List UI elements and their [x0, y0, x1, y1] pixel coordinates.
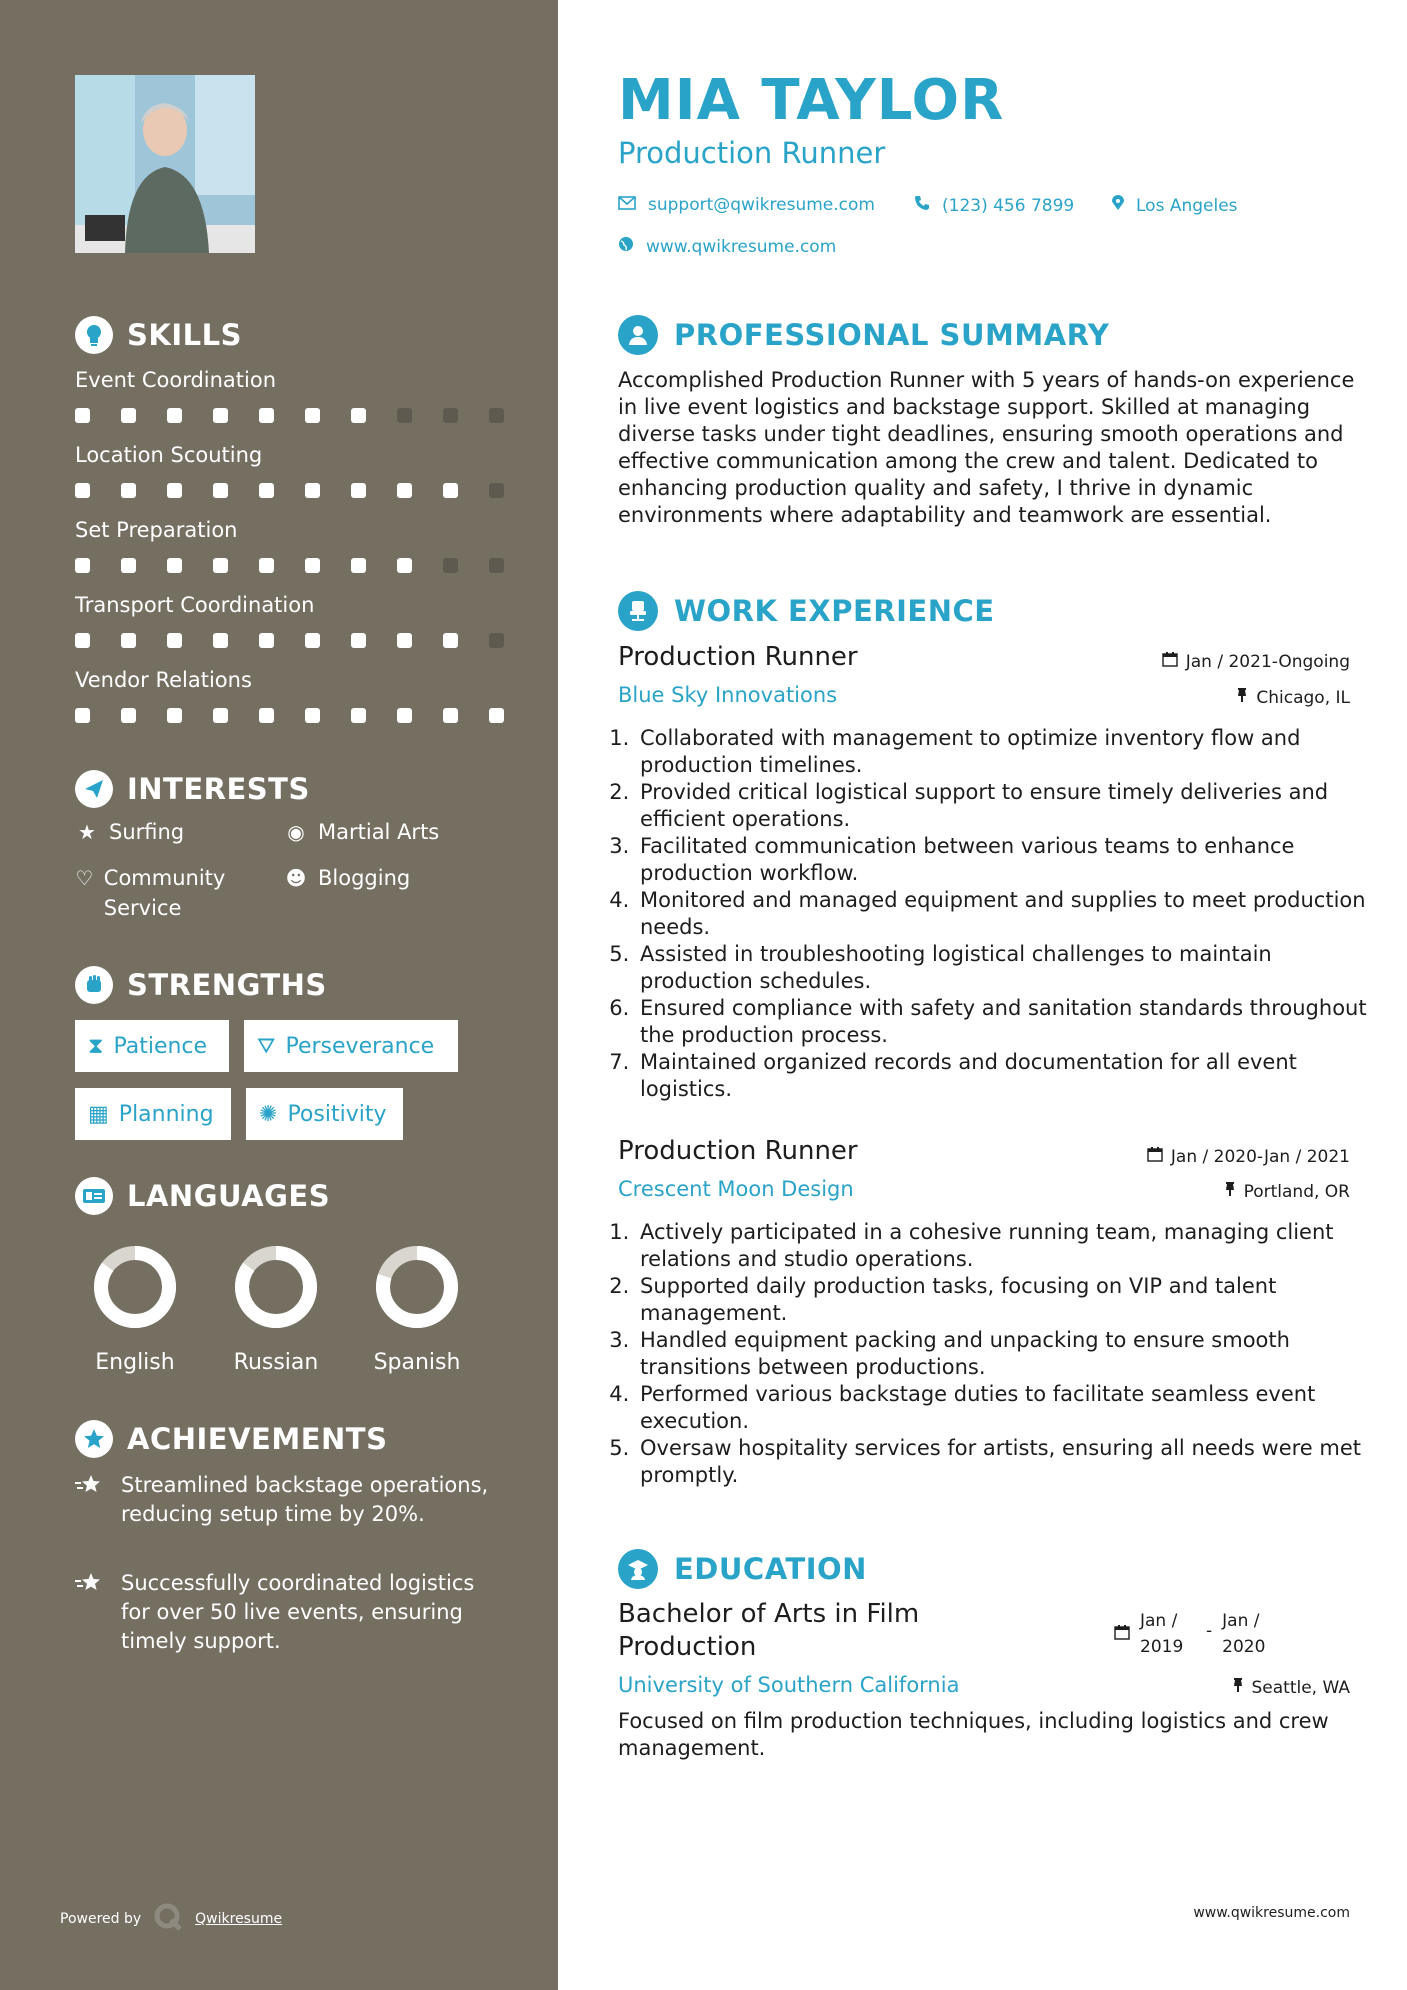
job-location-text: Chicago, IL: [1256, 687, 1350, 708]
degree-title: Bachelor of Arts in Film Production: [618, 1599, 920, 1662]
office-chair-icon: [618, 591, 658, 631]
job-dates: [1147, 1146, 1350, 1167]
job-dates: [1162, 651, 1350, 672]
profile-photo: [75, 75, 255, 253]
language-item: [206, 1242, 346, 1375]
skill-rating: [75, 558, 504, 573]
rating-dot: [397, 633, 412, 648]
rating-dot: [305, 408, 320, 423]
sidebar: [0, 0, 558, 1990]
rating-dot: [213, 633, 228, 648]
interest-item: [75, 817, 184, 847]
language-item: [65, 1242, 205, 1375]
interest-label: Surfing: [109, 820, 185, 844]
strengths-header: [75, 966, 327, 1004]
language-item: [347, 1242, 487, 1375]
list-item: 4. Performed various backstage duties to facilitate seamless event execution.: [636, 1381, 1376, 1435]
skill-name: Vendor Relations: [75, 668, 252, 692]
qwikresume-link[interactable]: Qwikresume: [195, 1911, 283, 1927]
end-year: 2020: [1222, 1637, 1266, 1657]
skills-header: [75, 316, 242, 354]
list-item: 1. Actively participated in a cohesive running team, managing client relations and studio operations.: [636, 1219, 1376, 1273]
globe-icon: ◉: [287, 820, 305, 844]
job-location-text: Portland, OR: [1243, 1181, 1350, 1202]
rating-dot: [443, 633, 458, 648]
job-title: Production Runner: [618, 1136, 858, 1166]
road-icon: ⛛: [257, 1033, 276, 1059]
interest-item: [284, 863, 410, 893]
company-name: Blue Sky Innovations: [618, 683, 838, 707]
rating-dot: [489, 558, 504, 573]
strength-badge: [75, 1088, 231, 1140]
interests-title: INTERESTS: [127, 772, 310, 806]
education-start: [1140, 1608, 1196, 1660]
language-card-icon: [75, 1177, 113, 1215]
rating-dot: [167, 408, 182, 423]
calendar-icon: [1114, 1608, 1130, 1648]
achievement-item: [75, 1569, 495, 1656]
contact-phone[interactable]: [914, 195, 1074, 216]
graduate-icon: [618, 1549, 658, 1589]
sun-icon: ✺: [259, 1101, 278, 1127]
summary-title: PROFESSIONAL SUMMARY: [674, 318, 1110, 352]
rating-dot: [397, 408, 412, 423]
list-item: 5. Assisted in troubleshooting logistical challenges to maintain production schedules.: [636, 941, 1376, 995]
rating-dot: [259, 708, 274, 723]
education-text: Focused on film production techniques, including logistics and crew management.: [618, 1709, 1329, 1760]
achievements-header: [75, 1420, 387, 1458]
language-name: Russian: [233, 1350, 319, 1375]
start-year: 2019: [1140, 1637, 1184, 1657]
rating-dot: [351, 483, 366, 498]
rating-dot: [259, 483, 274, 498]
languages-title: LANGUAGES: [127, 1179, 331, 1213]
interest-label: Martial Arts: [318, 820, 440, 844]
paper-plane-icon: [75, 770, 113, 808]
education-location-text: Seattle, WA: [1251, 1677, 1350, 1698]
globe-icon: [618, 236, 634, 257]
skill-name: Event Coordination: [75, 368, 277, 392]
interest-item: [284, 817, 439, 847]
job-location: [1224, 1181, 1350, 1202]
star-badge-icon: [75, 1471, 107, 1529]
education-title: EDUCATION: [674, 1552, 867, 1586]
email-text: support@qwikresume.com: [648, 195, 875, 215]
main-content: [558, 0, 1407, 1990]
rating-dot: [305, 633, 320, 648]
pushpin-icon: [1232, 1677, 1244, 1698]
rating-dot: [489, 483, 504, 498]
education-dates: [1114, 1608, 1265, 1660]
list-item: 2. Provided critical logistical support to ensure timely deliveries and efficient operations.: [636, 779, 1376, 833]
rating-dot: [167, 633, 182, 648]
languages-header: [75, 1177, 330, 1215]
rating-dot: [121, 633, 136, 648]
interest-label: Blogging: [318, 866, 411, 890]
rating-dot: [397, 483, 412, 498]
end-month: Jan /: [1222, 1611, 1260, 1631]
powered-by-label: Powered by: [60, 1911, 142, 1927]
pushpin-icon: [1236, 687, 1248, 708]
star-badge-icon: [75, 1569, 107, 1656]
language-ring: [372, 1242, 462, 1332]
footer-website[interactable]: www.qwikresume.com: [1193, 1905, 1350, 1921]
education-end: [1222, 1608, 1265, 1660]
star-icon: ★: [78, 820, 96, 844]
achievement-item: [75, 1471, 495, 1529]
calendar-icon: ▦: [88, 1101, 109, 1127]
rating-dot: [489, 408, 504, 423]
rating-dot: [259, 633, 274, 648]
summary-text: Accomplished Production Runner with 5 years of hands-on experience in live event logistics and backstage support. Skilled at managing diverse tasks under tight deadlines, ensuring smooth operations and effective communication among the crew and talent. Dedicated to enhancing production quality and safety, I thrive in dynamic environments where adaptability and teamwork are essential.: [618, 368, 1355, 527]
skill-name: Set Preparation: [75, 518, 238, 542]
interest-item: [75, 863, 265, 923]
list-item: 1. Collaborated with management to optimize inventory flow and production timelines.: [636, 725, 1376, 779]
rating-dot: [167, 708, 182, 723]
list-item: 4. Monitored and managed equipment and supplies to meet production needs.: [636, 887, 1376, 941]
skill-rating: [75, 408, 504, 423]
summary-header: [618, 315, 1109, 355]
rating-dot: [443, 708, 458, 723]
candidate-role: Production Runner: [618, 136, 886, 170]
star-badge-icon: [75, 1420, 113, 1458]
hourglass-icon: ⧗: [88, 1033, 104, 1059]
strength-badge: [246, 1088, 403, 1140]
rating-dot: [213, 558, 228, 573]
language-name: Spanish: [373, 1350, 461, 1375]
rating-dot: [213, 483, 228, 498]
rating-dot: [75, 708, 90, 723]
map-pin-icon: [1112, 195, 1124, 216]
rating-dot: [489, 708, 504, 723]
job-title: Production Runner: [618, 642, 858, 672]
rating-dot: [121, 708, 136, 723]
list-item: 7. Maintained organized records and documentation for all event logistics.: [636, 1049, 1376, 1103]
rating-dot: [167, 558, 182, 573]
rating-dot: [305, 483, 320, 498]
rating-dot: [351, 558, 366, 573]
lightbulb-icon: [75, 316, 113, 354]
rating-dot: [443, 483, 458, 498]
company-name: Crescent Moon Design: [618, 1177, 854, 1201]
experience-title: WORK EXPERIENCE: [674, 594, 995, 628]
start-month: Jan /: [1140, 1611, 1178, 1631]
list-item: 2. Supported daily production tasks, focusing on VIP and talent management.: [636, 1273, 1376, 1327]
rating-dot: [121, 408, 136, 423]
rating-dot: [443, 408, 458, 423]
education-header: [618, 1549, 867, 1589]
handshake-icon: ♡: [75, 866, 94, 890]
job-dates-text: Jan / 2020-Jan / 2021: [1170, 1146, 1350, 1167]
skill-rating: [75, 708, 504, 723]
strengths-title: STRENGTHS: [127, 968, 327, 1002]
fist-icon: [75, 966, 113, 1004]
qwikresume-logo-icon: [153, 1902, 183, 1936]
users-icon: ☻: [285, 866, 307, 890]
rating-dot: [397, 708, 412, 723]
rating-dot: [351, 708, 366, 723]
rating-dot: [213, 408, 228, 423]
rating-dot: [121, 483, 136, 498]
skill-rating: [75, 633, 504, 648]
strength-label: Positivity: [287, 1101, 387, 1127]
calendar-icon: [1147, 1146, 1163, 1167]
pushpin-icon: [1224, 1181, 1236, 1202]
rating-dot: [305, 708, 320, 723]
phone-text: (123) 456 7899: [942, 195, 1075, 216]
rating-dot: [259, 558, 274, 573]
strength-label: Patience: [113, 1033, 208, 1059]
list-item: 5. Oversaw hospitality services for artists, ensuring all needs were met promptly.: [636, 1435, 1376, 1489]
powered-by: [60, 1902, 282, 1936]
rating-dot: [489, 633, 504, 648]
language-ring: [90, 1242, 180, 1332]
job-dates-text: Jan / 2021-Ongoing: [1185, 651, 1350, 672]
strength-label: Planning: [118, 1101, 214, 1127]
list-item: 3. Handled equipment packing and unpacking to ensure smooth transitions between productions.: [636, 1327, 1376, 1381]
achievements-title: ACHIEVEMENTS: [127, 1422, 388, 1456]
job-location: [1236, 687, 1350, 708]
rating-dot: [259, 408, 274, 423]
list-item: 6. Ensured compliance with safety and sanitation standards throughout the production process.: [636, 995, 1376, 1049]
job-bullets: [618, 1219, 1376, 1489]
contact-email[interactable]: [618, 195, 875, 215]
interests-header: [75, 770, 310, 808]
candidate-name: MIA TAYLOR: [618, 68, 1005, 133]
contact-website[interactable]: [618, 236, 836, 257]
achievement-text: Successfully coordinated logistics for over 50 live events, ensuring timely support.: [121, 1571, 475, 1653]
strength-label: Perseverance: [285, 1033, 435, 1059]
skills-title: SKILLS: [127, 318, 242, 352]
rating-dot: [167, 483, 182, 498]
strength-badge: [244, 1020, 458, 1072]
rating-dot: [351, 408, 366, 423]
skill-name: Transport Coordination: [75, 593, 315, 617]
location-text: Los Angeles: [1136, 195, 1238, 216]
rating-dot: [75, 408, 90, 423]
rating-dot: [351, 633, 366, 648]
envelope-icon: [618, 195, 636, 215]
rating-dot: [75, 633, 90, 648]
achievement-text: Streamlined backstage operations, reducing setup time by 20%.: [121, 1473, 489, 1526]
contact-location: [1112, 195, 1238, 216]
language-name: English: [95, 1350, 175, 1375]
rating-dot: [75, 558, 90, 573]
rating-dot: [213, 708, 228, 723]
date-separator: -: [1206, 1621, 1213, 1641]
interest-label: Community Service: [103, 866, 226, 920]
rating-dot: [75, 483, 90, 498]
list-item: 3. Facilitated communication between various teams to enhance production workflow.: [636, 833, 1376, 887]
website-text: www.qwikresume.com: [646, 236, 837, 257]
user-icon: [618, 315, 658, 355]
school-name: University of Southern California: [618, 1673, 960, 1697]
skill-name: Location Scouting: [75, 443, 263, 467]
rating-dot: [121, 558, 136, 573]
phone-icon: [914, 195, 930, 216]
strength-badge: [75, 1020, 229, 1072]
language-ring: [231, 1242, 321, 1332]
rating-dot: [305, 558, 320, 573]
education-location: [1232, 1677, 1351, 1698]
rating-dot: [397, 558, 412, 573]
job-bullets: [618, 725, 1376, 1103]
skill-rating: [75, 483, 504, 498]
calendar-icon: [1162, 651, 1178, 672]
experience-header: [618, 591, 995, 631]
rating-dot: [443, 558, 458, 573]
